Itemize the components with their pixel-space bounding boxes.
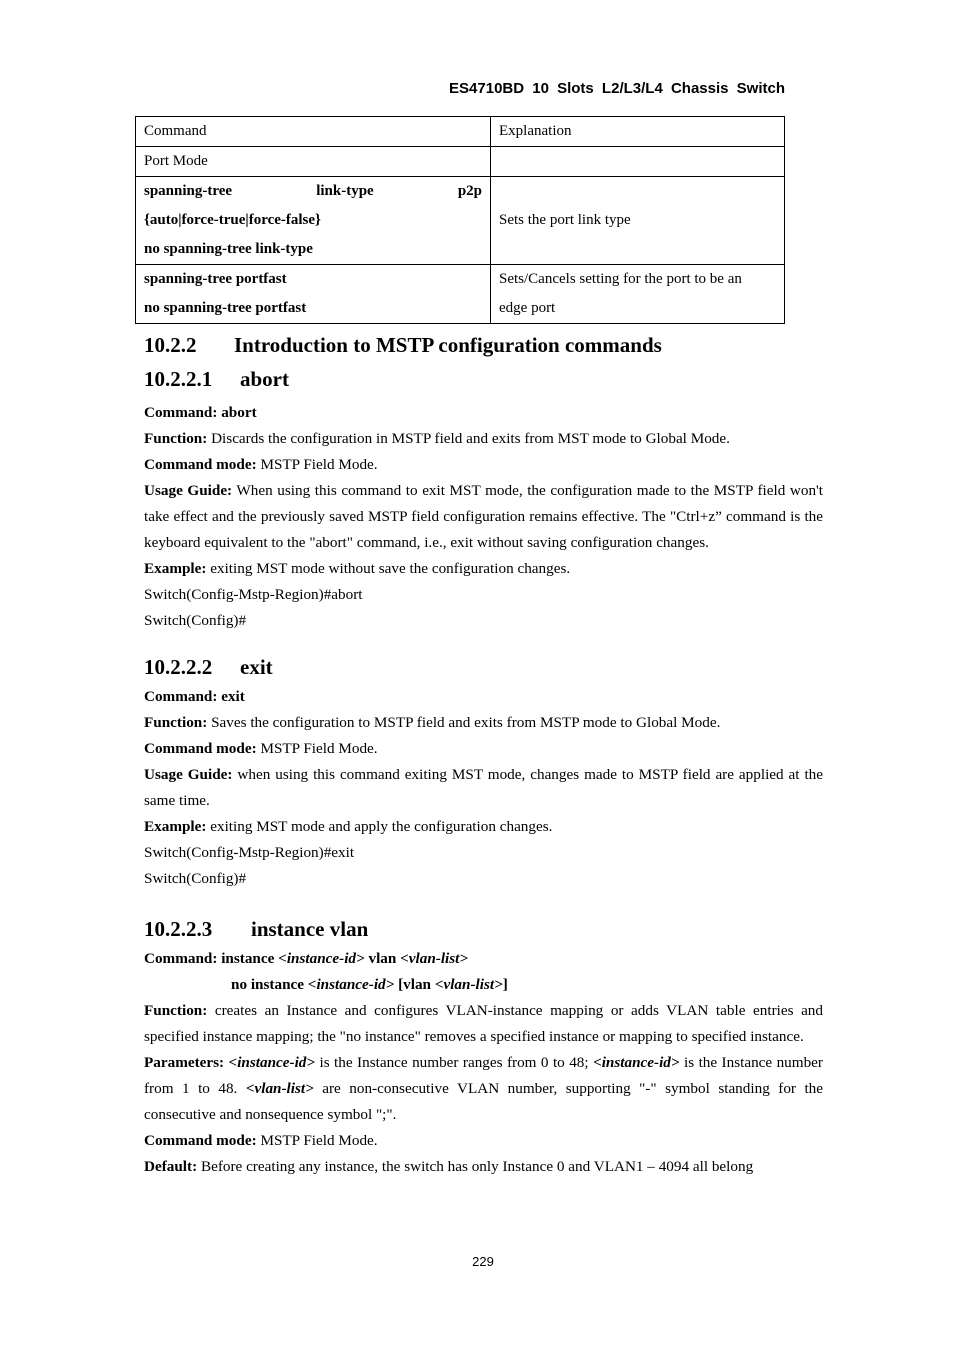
no-command-line xyxy=(144,972,823,998)
argument: <instance-id> xyxy=(593,1054,680,1071)
section-title: instance vlan xyxy=(251,917,369,941)
mode-paragraph xyxy=(144,736,823,762)
command-line: Command: exit xyxy=(144,688,245,705)
argument: <vlan-list> xyxy=(245,1080,314,1097)
section-heading-intro xyxy=(144,328,823,362)
argument: <instance-id> xyxy=(228,1054,316,1071)
label: Example: xyxy=(144,560,207,577)
label: Usage Guide: xyxy=(144,482,233,499)
mode-paragraph xyxy=(144,1128,823,1154)
command-line: spanning-tree portfast xyxy=(144,271,287,287)
section-number: 10.2.2.1 xyxy=(144,367,213,391)
text: exiting MST mode and apply the configuration changes. xyxy=(206,818,553,835)
table-cell-command xyxy=(136,265,491,324)
label: Command mode: xyxy=(144,456,257,473)
table-row xyxy=(136,265,785,324)
label: Command mode: xyxy=(144,1132,257,1149)
table-mode-row xyxy=(136,147,785,177)
parameters-paragraph xyxy=(144,1050,823,1128)
explanation-line: edge port xyxy=(499,300,556,316)
section-heading-exit xyxy=(144,650,823,684)
text: exiting MST mode without save the configuration changes. xyxy=(206,560,571,577)
command-word: spanning-tree xyxy=(144,183,233,199)
argument: <vlan-list> xyxy=(400,950,469,967)
label: Example: xyxy=(144,818,207,835)
usage-paragraph xyxy=(144,478,823,556)
text: is the Instance number from 1 to 48. xyxy=(144,1054,823,1097)
label: Parameters: xyxy=(144,1054,225,1071)
command-line: Command: abort xyxy=(144,404,257,421)
section-number: 10.2.2.2 xyxy=(144,655,213,679)
page-number: 229 xyxy=(472,1254,494,1269)
argument: <vlan-list> xyxy=(434,976,503,993)
label: Default: xyxy=(144,1158,198,1175)
function-paragraph xyxy=(144,710,823,736)
section-title: Introduction to MSTP configuration commands xyxy=(234,333,662,357)
default-paragraph xyxy=(144,1154,823,1180)
command-line xyxy=(144,946,823,972)
section-number: 10.2.2 xyxy=(144,333,197,357)
section-heading-abort xyxy=(144,362,823,396)
text: is the Instance number ranges from 0 to 48; xyxy=(315,1054,594,1071)
command-word: link-type xyxy=(316,183,374,199)
table-mode-label: Port Mode xyxy=(136,147,491,177)
code-line: Switch(Config)# xyxy=(144,612,247,629)
section-title: exit xyxy=(240,655,273,679)
text: MSTP Field Mode. xyxy=(256,1132,378,1149)
command-line: {auto|force-true|force-false} xyxy=(144,212,321,228)
text: MSTP Field Mode. xyxy=(256,740,378,757)
label: Function: xyxy=(144,1002,208,1019)
command-line xyxy=(144,177,482,206)
example-paragraph xyxy=(144,556,823,582)
page-header: ES4710BD 10 Slots L2/L3/L4 Chassis Switch xyxy=(449,80,785,97)
table-header-explanation: Explanation xyxy=(491,117,785,147)
example-paragraph xyxy=(144,814,823,840)
text: vlan xyxy=(364,950,401,967)
text: are non-consecutive VLAN number, supporting "-" symbol standing for the consecutive and nonsequence symbol ";". xyxy=(144,1080,824,1123)
command-word: p2p xyxy=(457,183,482,199)
code-line: Switch(Config-Mstp-Region)#exit xyxy=(144,844,355,861)
label: Function: xyxy=(144,430,208,447)
table-cell-explanation xyxy=(491,265,785,324)
text: Before creating any instance, the switch has only Instance 0 and VLAN1 – 4094 all belong xyxy=(197,1158,754,1175)
text: Discards the configuration in MSTP field and exits from MST mode to Global Mode. xyxy=(207,430,730,447)
command-line: no spanning-tree portfast xyxy=(144,300,307,316)
label: Usage Guide: xyxy=(144,766,233,783)
text: no instance xyxy=(231,976,308,993)
text: ] xyxy=(502,976,508,993)
command-table xyxy=(135,116,785,324)
section-title: abort xyxy=(240,367,289,391)
code-line: Switch(Config-Mstp-Region)#abort xyxy=(144,586,363,603)
function-paragraph xyxy=(144,998,823,1050)
table-cell-command xyxy=(136,177,491,265)
table-mode-empty xyxy=(491,147,785,177)
table-header-row xyxy=(136,117,785,147)
explanation-line: Sets/Cancels setting for the port to be an xyxy=(499,271,742,287)
section-number: 10.2.2.3 xyxy=(144,917,213,941)
command-line: no spanning-tree link-type xyxy=(144,241,313,257)
argument: <instance-id> xyxy=(278,950,365,967)
text: MSTP Field Mode. xyxy=(256,456,378,473)
text: [vlan xyxy=(394,976,435,993)
text: Saves the configuration to MSTP field and exits from MSTP mode to Global Mode. xyxy=(207,714,721,731)
section-heading-instance-vlan xyxy=(144,912,823,946)
function-paragraph xyxy=(144,426,823,452)
argument: <instance-id> xyxy=(307,976,395,993)
text: When using this command to exit MST mode, the configuration made to the MSTP field won't take effect and the previously saved MSTP field configuration remains effective. The "Ctrl+z” command is the keyboard equivalent to the "abort" command, i.e., exit without saving configuration changes. xyxy=(144,482,824,551)
table-header-command: Command xyxy=(136,117,491,147)
text: Command: instance xyxy=(144,950,279,967)
table-row xyxy=(136,177,785,265)
code-line: Switch(Config)# xyxy=(144,870,247,887)
table-cell-explanation: Sets the port link type xyxy=(491,177,785,265)
label: Function: xyxy=(144,714,208,731)
label: Command mode: xyxy=(144,740,257,757)
page-content xyxy=(144,328,823,1180)
mode-paragraph xyxy=(144,452,823,478)
text: creates an Instance and configures VLAN-instance mapping or adds VLAN table entries and specified instance mapping; the "no instance" removes a specified instance or mapping to specified instance. xyxy=(144,1002,823,1045)
usage-paragraph xyxy=(144,762,823,814)
text: when using this command exiting MST mode, changes made to MSTP field are applied at the same time. xyxy=(144,766,823,809)
